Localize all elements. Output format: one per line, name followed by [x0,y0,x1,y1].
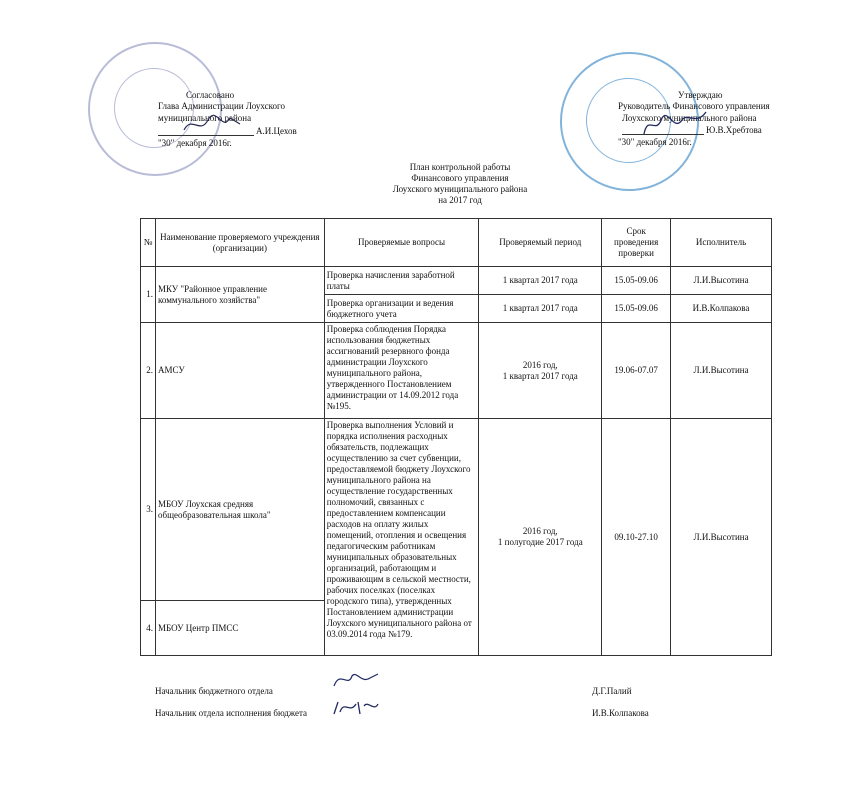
doc-title-line1: План контрольной работы [409,162,511,172]
approval-left-position: Глава Администрации Лоухского [158,101,285,111]
table-row [141,323,772,419]
row3-num: 3. [141,419,156,601]
plan-table [140,218,772,656]
signature1-name: Д.Г.Палий [592,686,632,696]
row2-term: 19.06-07.07 [602,323,671,419]
header-period: Проверяемый период [479,219,602,267]
approval-right-title: Утверждаю [678,90,723,100]
row1-num: 1. [141,267,156,323]
approval-right-position2: Лоухского муниципального района [622,113,757,123]
signature1-position: Начальник бюджетного отдела [155,686,273,696]
row2-period: 2016 год, 1 квартал 2017 года [479,323,602,419]
row3-question: Проверка выполнения Условий и порядка исполнения расходных обязательств, подлежащих осуществлению за счет субвенции, предоставляемой бюджету Лоухского муниципального района на осуществление государственных полномочий, связанных с предоставлением компенсации расходов на оплату жилых помещений, отопления и освещения педагогическим работникам муниципальных образовательных организаций, работающим и проживающим в сельской местности, рабочих поселках (поселках городского типа), утвержденных Постановлением администрации Лоухского муниципального района от 03.09.2014 года №179. [324,419,479,656]
header-term: Срок проведения проверки [602,219,671,267]
row1-executor-2: И.В.Колпакова [671,295,772,323]
approval-right-date: "30" декабря 2016г. [618,137,692,147]
row3-term: 09.10-27.10 [602,419,671,656]
approval-left-title: Согласовано [186,90,235,100]
doc-title-line2: Финансового управления [411,173,509,183]
row1-executor-1: Л.И.Высотина [671,267,772,295]
row1-period-2: 1 квартал 2017 года [479,295,602,323]
signature-right-mark [640,106,710,140]
header-org: Наименование проверяемого учреждения (организации) [155,219,324,267]
signature1-mark [330,668,380,692]
signature2-position: Начальник отдела исполнения бюджета [155,708,307,718]
header-executor: Исполнитель [671,219,772,267]
approval-left-position2: муниципального района [158,113,252,123]
row2-question: Проверка соблюдения Порядка использования бюджетных ассигнований резервного фонда администрации Лоухского муниципального района, утвержденного Постановлением администрации от 14.09.2012 года №195. [324,323,479,419]
table-header-row [141,219,772,267]
row1-term-1: 15.05-09.06 [602,267,671,295]
header-questions: Проверяемые вопросы [324,219,479,267]
approval-right-position: Руководитель Финансового управления [618,101,770,111]
row2-executor: Л.И.Высотина [671,323,772,419]
row2-num: 2. [141,323,156,419]
signature2-mark [330,696,380,720]
signature-left-mark [182,110,242,138]
doc-title-line4: на 2017 год [438,195,482,205]
approval-left-date: "30" декабря 2016г. [158,138,232,148]
row1-question-2: Проверка организации и ведения бюджетного учета [324,295,479,323]
signature2-name: И.В.Колпакова [592,708,649,718]
approval-left-name: А.И.Цехов [256,126,297,136]
row1-term-2: 15.05-09.06 [602,295,671,323]
table-row [141,267,772,295]
row1-org: МКУ "Районное управление коммунального хозяйства" [155,267,324,323]
row3-org: МБОУ Лоухская средняя общеобразовательная школа" [155,419,324,601]
row3-period: 2016 год, 1 полугодие 2017 года [479,419,602,656]
header-num: № [141,219,156,267]
table-row [141,419,772,601]
approval-right-name: Ю.В.Хребтова [706,125,762,135]
row1-period-1: 1 квартал 2017 года [479,267,602,295]
row4-num: 4. [141,601,156,656]
row4-org: МБОУ Центр ПМСС [155,601,324,656]
row1-question-1: Проверка начисления заработной платы [324,267,479,295]
doc-title-line3: Лоухского муниципального района [392,184,528,194]
row2-org: АМСУ [155,323,324,419]
row3-executor: Л.И.Высотина [671,419,772,656]
